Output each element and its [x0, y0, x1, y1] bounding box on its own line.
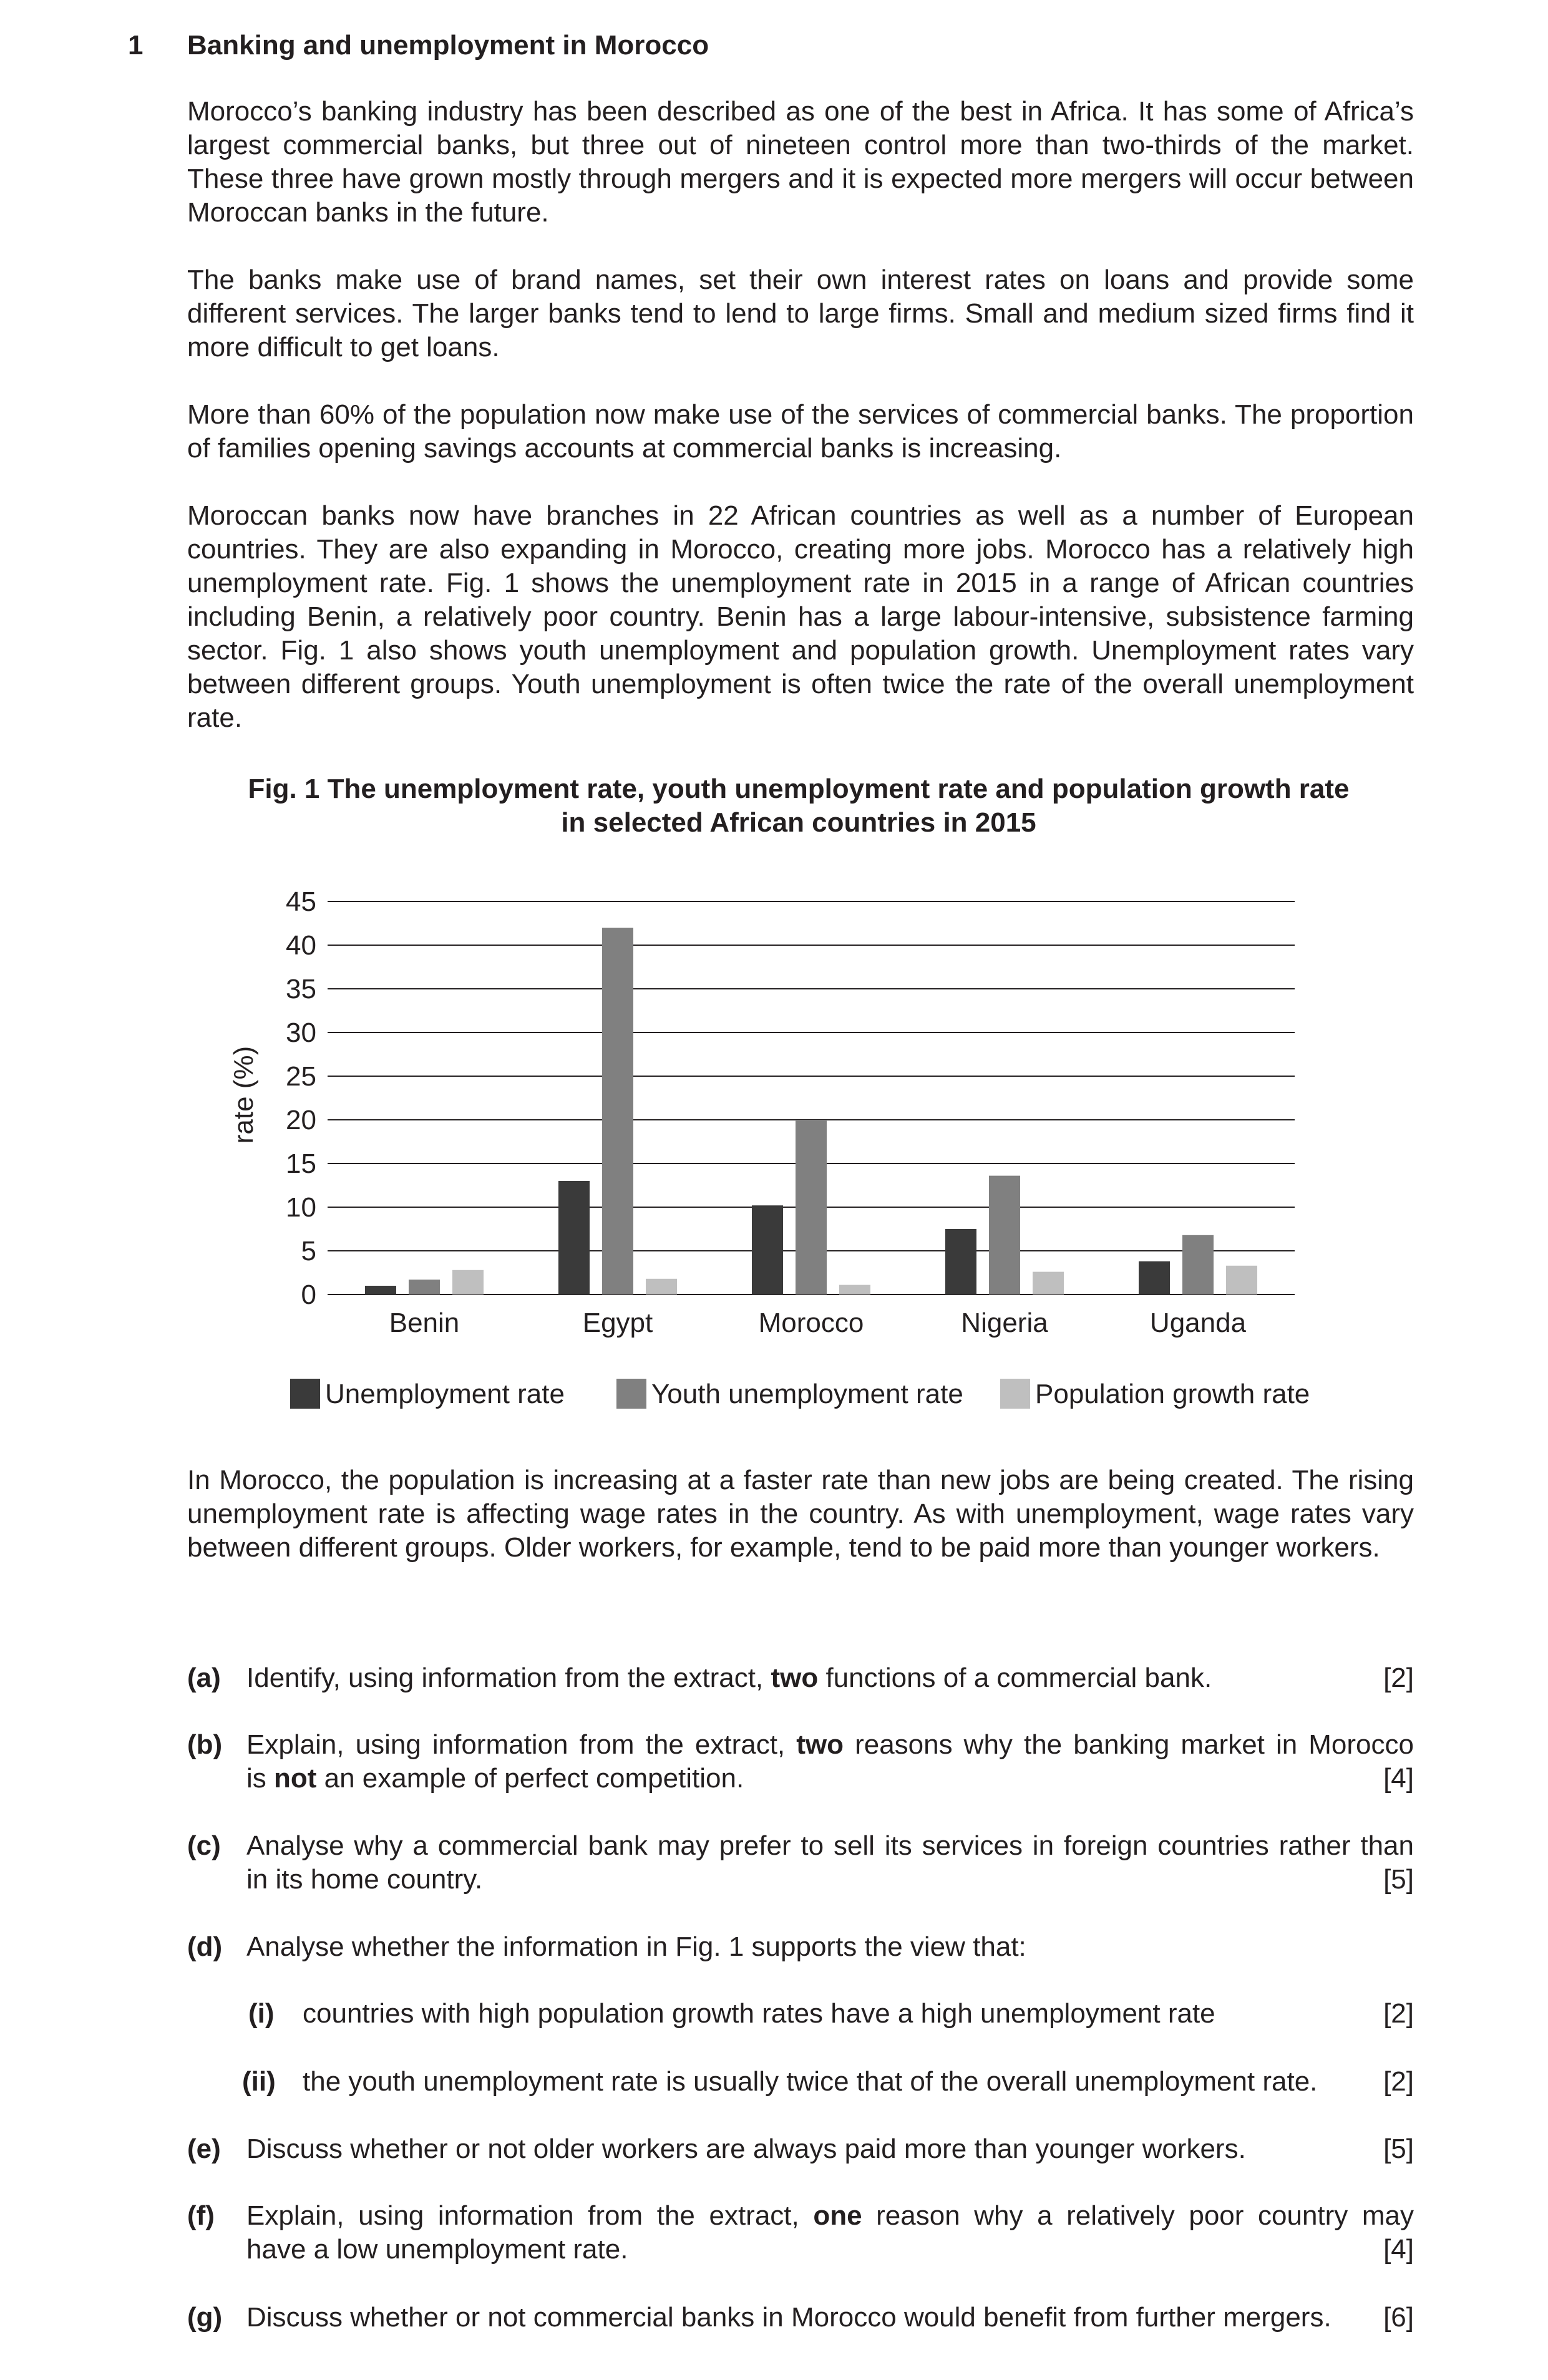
sub-question [187, 2065, 1414, 2099]
sub-question-label: (a) [187, 1663, 221, 1693]
sub-question-text: Analyse why a commercial bank may prefer to sell its services in foreign countries rather than [246, 1830, 1414, 1861]
bar [1033, 1272, 1064, 1294]
sub-question [187, 2301, 1414, 2334]
bar [1226, 1266, 1257, 1294]
y-tick-label: 5 [301, 1236, 316, 1266]
bar [989, 1176, 1020, 1294]
sub-question-label: (e) [187, 2134, 221, 2164]
sub-question-text: countries with high population growth rates have a high unemployment rate [303, 1998, 1215, 2029]
y-tick-label: 40 [286, 930, 316, 961]
marks: [4] [1383, 1763, 1414, 1794]
paragraph-4: Moroccan banks now have branches in 22 African countries as well as a number of European countries. They are also expanding in Morocco, creating more jobs. Morocco has a relatively high unemployment rate. Fig. 1 shows the unemployment rate in 2015 in a range of African countries including Benin, a relatively poor country. Benin has a large labour-intensive, subsistence farming sector. Fig. 1 also shows youth unemployment and population growth. Unemployment rates vary between different groups. Youth unemployment is often twice the rate of the overall unemployment rate. [187, 500, 1414, 733]
sub-question-text: Identify, using information from the extract, two functions of a commercial bank. [246, 1663, 1212, 1693]
sub-question-label: (g) [187, 2302, 223, 2333]
sub-question [187, 1829, 1414, 1897]
legend-label: Population growth rate [1035, 1379, 1310, 1409]
sub-question [187, 2199, 1414, 2266]
paragraph-1: Morocco’s banking industry has been described as one of the best in Africa. It has some of Africa’s largest commercial banks, but three out of nineteen control more than two-thirds of the market. These three have grown mostly through mergers and it is expected more mergers will occur between Moroccan banks in the future. [187, 96, 1414, 228]
y-axis-label: rate (%) [228, 1046, 259, 1144]
y-tick-label: 35 [286, 974, 316, 1004]
paragraph-5: In Morocco, the population is increasing at a faster rate than new jobs are being created. The rising unemployment rate is affecting wage rates in the country. As with unemployment, wage rates vary between different groups. Older workers, for example, tend to be paid more than younger workers. [187, 1465, 1414, 1563]
bar [752, 1205, 783, 1294]
marks: [2] [1383, 1998, 1414, 2029]
figure-title-line-1: Fig. 1 The unemployment rate, youth unemployment rate and population growth rate [248, 774, 1350, 804]
sub-question-text: Discuss whether or not commercial banks in Morocco would benefit from further mergers. [246, 2302, 1331, 2333]
marks: [2] [1383, 2066, 1414, 2097]
x-tick-label: Morocco [758, 1308, 864, 1338]
marks: [4] [1383, 2234, 1414, 2265]
x-tick-label: Benin [389, 1308, 460, 1338]
marks: [2] [1383, 1663, 1414, 1693]
legend-label: Youth unemployment rate [651, 1379, 963, 1409]
sub-question [187, 1997, 1414, 2031]
bar [839, 1285, 870, 1294]
y-axis-ticks [286, 886, 316, 1310]
sub-question-label: (f) [187, 2200, 215, 2231]
bar [796, 1120, 827, 1294]
bar [602, 928, 633, 1294]
bar [365, 1286, 396, 1294]
legend-swatch [1000, 1379, 1030, 1409]
legend [290, 1379, 1310, 1409]
y-tick-label: 0 [301, 1280, 316, 1310]
y-tick-label: 30 [286, 1018, 316, 1048]
legend-label: Unemployment rate [325, 1379, 565, 1409]
bar-chart [187, 873, 1373, 1435]
sub-question-text: Explain, using information from the extract, two reasons why the banking market in Morocco [246, 1729, 1414, 1760]
sub-question-label: (c) [187, 1830, 221, 1861]
sub-question-text: the youth unemployment rate is usually twice that of the overall unemployment rate. [303, 2066, 1318, 2097]
figure-title [175, 772, 1423, 840]
figure-title-line-2: in selected African countries in 2015 [561, 807, 1036, 838]
sub-question-text: Analyse whether the information in Fig. 1 supports the view that: [246, 1931, 1026, 1962]
paragraph-3: More than 60% of the population now make use of the services of commercial banks. The proportion of families opening savings accounts at commercial banks is increasing. [187, 399, 1414, 464]
sub-question [187, 1661, 1414, 1695]
bar [646, 1279, 677, 1294]
bar [1182, 1235, 1214, 1294]
sub-question-label: (b) [187, 1729, 223, 1760]
sub-question-label: (i) [248, 1998, 275, 2029]
sub-question-text: Discuss whether or not older workers are always paid more than younger workers. [246, 2134, 1246, 2164]
legend-swatch [290, 1379, 320, 1409]
sub-question [187, 1728, 1414, 1795]
bar [1139, 1261, 1170, 1294]
x-axis-ticks [389, 1308, 1247, 1338]
question-number: 1 [128, 30, 144, 61]
bar [558, 1181, 590, 1294]
bar [452, 1270, 484, 1294]
legend-swatch [616, 1379, 646, 1409]
y-tick-label: 15 [286, 1149, 316, 1179]
bar [945, 1229, 976, 1294]
y-tick-label: 10 [286, 1192, 316, 1223]
x-tick-label: Uganda [1149, 1308, 1247, 1338]
sub-question [187, 1930, 1414, 1964]
bar [409, 1280, 440, 1294]
paragraph-2: The banks make use of brand names, set their own interest rates on loans and provide some different services. The larger banks tend to lend to large firms. Small and medium sized firms find it more difficult to get loans. [187, 265, 1414, 362]
sub-question-label: (d) [187, 1931, 223, 1962]
sub-question-text: Explain, using information from the extract, one reason why a relatively poor country may [246, 2200, 1414, 2231]
sub-question-text-continued: is not an example of perfect competition. [246, 1763, 744, 1794]
bars [365, 928, 1257, 1294]
y-tick-label: 20 [286, 1105, 316, 1135]
sub-question-text-continued: in its home country. [246, 1864, 483, 1895]
y-tick-label: 45 [286, 886, 316, 917]
y-tick-label: 25 [286, 1061, 316, 1092]
x-tick-label: Egypt [582, 1308, 653, 1338]
x-tick-label: Nigeria [961, 1308, 1048, 1338]
sub-question-label: (ii) [242, 2066, 276, 2097]
sub-question [187, 2132, 1414, 2166]
sub-question-text-continued: have a low unemployment rate. [246, 2234, 628, 2265]
marks: [6] [1383, 2302, 1414, 2333]
marks: [5] [1383, 1864, 1414, 1895]
marks: [5] [1383, 2134, 1414, 2164]
question-title: Banking and unemployment in Morocco [187, 30, 709, 61]
